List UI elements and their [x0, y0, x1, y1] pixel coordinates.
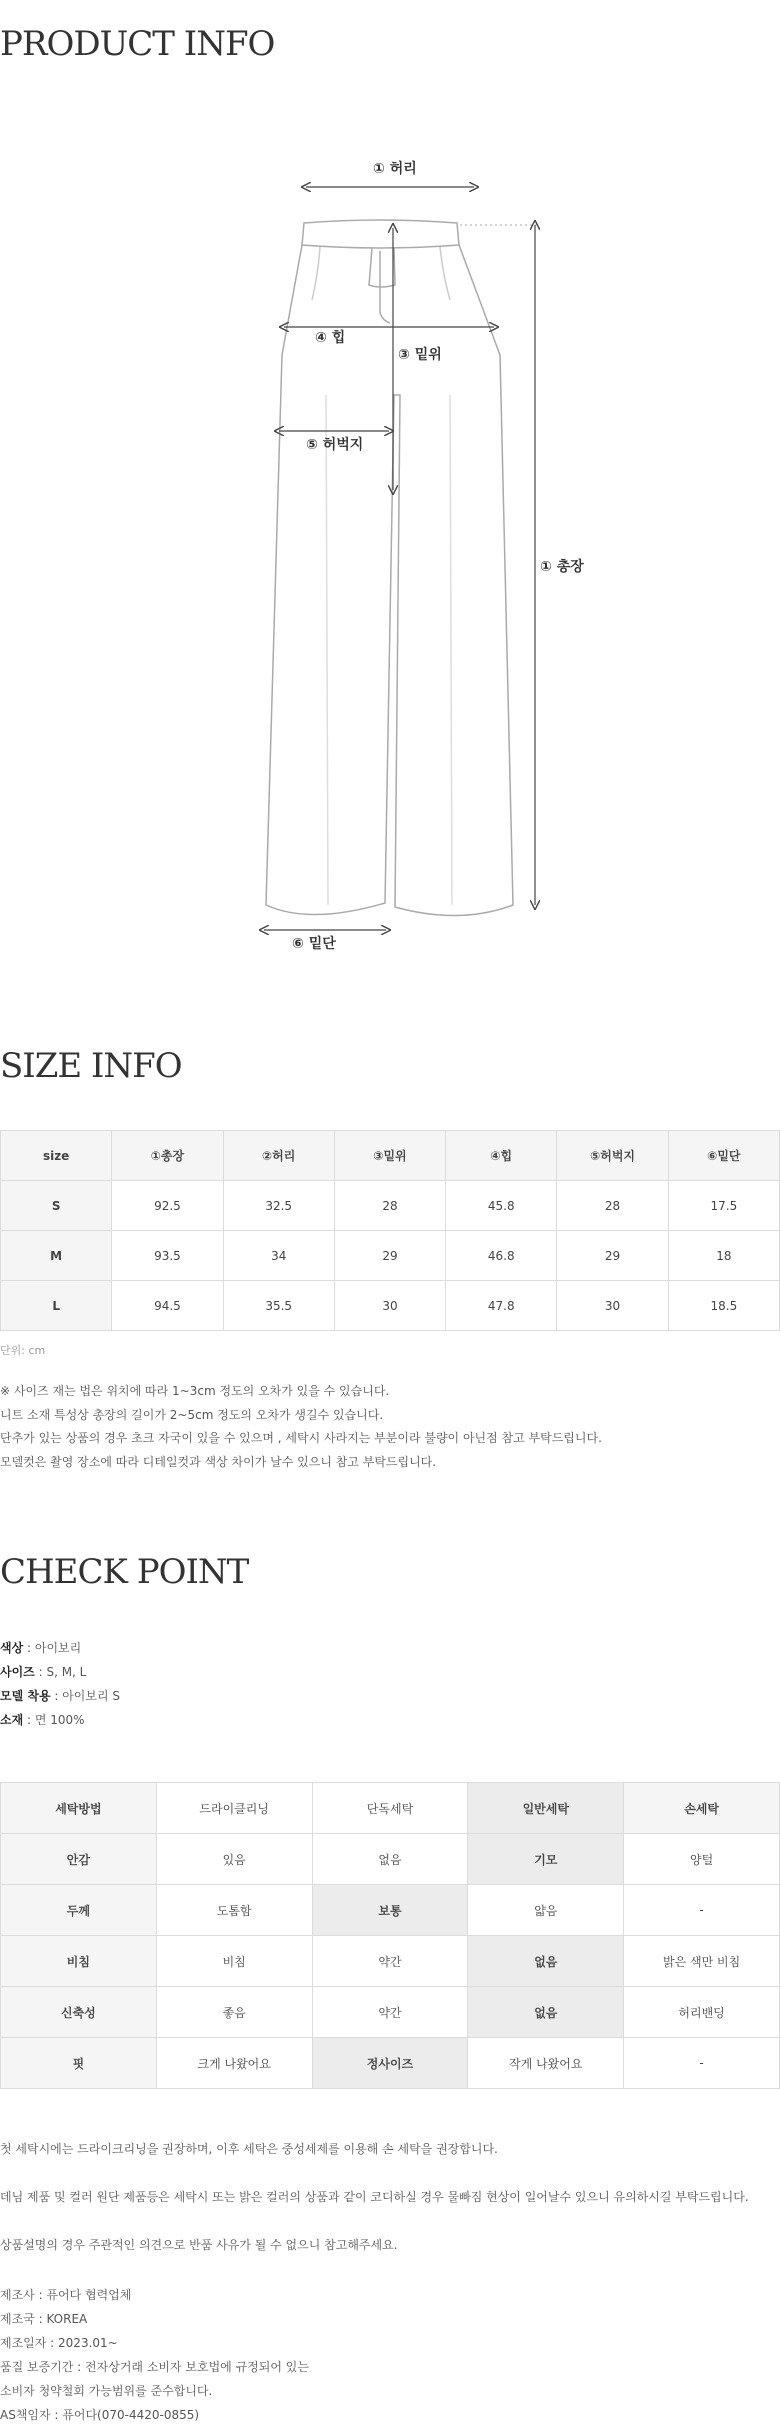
- check-cell: -: [624, 1885, 780, 1936]
- spec-label: 모델 착용: [0, 1689, 51, 1703]
- spec-value: : 아이보리 S: [50, 1689, 121, 1703]
- size-cell: 32.5: [223, 1181, 334, 1231]
- size-cell: 46.8: [446, 1231, 557, 1281]
- size-header-cell: size: [1, 1131, 112, 1181]
- check-cell: 약간: [312, 1987, 468, 2038]
- check-cell-selected: 기모: [468, 1834, 624, 1885]
- spec-size: [0, 1660, 120, 1684]
- size-cell: 94.5: [112, 1281, 223, 1331]
- spec-value: : 아이보리: [23, 1641, 82, 1655]
- size-header-cell: ④힙: [446, 1131, 557, 1181]
- check-cell: 도톰함: [156, 1885, 312, 1936]
- check-cell: 없음: [312, 1834, 468, 1885]
- size-notes: [0, 1380, 602, 1474]
- pants-measurement-diagram: [0, 135, 780, 965]
- size-cell: L: [1, 1281, 112, 1331]
- check-cell: 손세탁: [624, 1783, 780, 1834]
- spec-value: : 면 100%: [23, 1713, 85, 1727]
- size-note: ※ 사이즈 재는 법은 위치에 따라 1~3cm 정도의 오차가 있을 수 있습니다.: [0, 1384, 390, 1398]
- maker-line: AS책임자 : 퓨어다(070-4420-0855): [0, 2408, 200, 2422]
- spec-color: [0, 1636, 120, 1660]
- check-point-table: [0, 1782, 780, 2089]
- size-header-cell: ①총장: [112, 1131, 223, 1181]
- pants-outline: [266, 220, 513, 916]
- check-cell-selected: 없음: [468, 1987, 624, 2038]
- check-cell: 약간: [312, 1936, 468, 1987]
- size-header-cell: ②허리: [223, 1131, 334, 1181]
- size-table-header: [1, 1131, 780, 1181]
- spec-label: 색상: [0, 1641, 24, 1655]
- size-cell: 30: [334, 1281, 445, 1331]
- check-label-cell: 두께: [1, 1885, 157, 1936]
- check-cell-selected: 정사이즈: [312, 2038, 468, 2089]
- table-row: [1, 1783, 780, 1834]
- size-note: 단추가 있는 상품의 경우 초크 자국이 있을 수 있으며 , 세탁시 사라지는 부분이라 불량이 아닌점 참고 부탁드립니다.: [0, 1431, 602, 1445]
- check-label-cell: 안감: [1, 1834, 157, 1885]
- check-cell: 드라이클리닝: [156, 1783, 312, 1834]
- check-cell-selected: 없음: [468, 1936, 624, 1987]
- size-cell: 18: [668, 1231, 779, 1281]
- rise-label: ③ 밑위: [398, 347, 442, 363]
- check-cell: -: [624, 2038, 780, 2089]
- waist-label: ① 허리: [373, 161, 417, 177]
- size-note: 모델컷은 촬영 장소에 따라 디테일컷과 색상 차이가 날수 있으니 참고 부탁드립니다.: [0, 1454, 437, 1469]
- size-cell: M: [1, 1231, 112, 1281]
- manufacturer-info: [0, 2283, 309, 2427]
- size-cell: 35.5: [223, 1281, 334, 1331]
- table-row: [1, 1885, 780, 1936]
- table-row: [1, 1834, 780, 1885]
- size-cell: 29: [334, 1231, 445, 1281]
- spec-value: : S, M, L: [34, 1665, 87, 1679]
- length-label: ① 총장: [540, 559, 584, 575]
- size-cell: 92.5: [112, 1181, 223, 1231]
- care-note: 상품설명의 경우 주관적인 의견으로 반품 사유가 될 수 없으니 참고해주세요.: [0, 2238, 398, 2252]
- size-cell: 30: [557, 1281, 668, 1331]
- maker-line: 품질 보증기간 : 전자상거래 소비자 보호법에 규정되어 있는: [0, 2360, 309, 2374]
- hip-label: ④ 힙: [315, 330, 346, 346]
- table-row: [1, 1281, 780, 1331]
- check-cell-selected: 일반세탁: [468, 1783, 624, 1834]
- spec-model: [0, 1684, 120, 1708]
- size-table: [0, 1130, 780, 1331]
- spec-material: [0, 1708, 120, 1732]
- size-header-cell: ⑤허벅지: [557, 1131, 668, 1181]
- size-cell: 18.5: [668, 1281, 779, 1331]
- check-cell: 단독세탁: [312, 1783, 468, 1834]
- check-cell: 있음: [156, 1834, 312, 1885]
- maker-line: 제조사 : 퓨어다 협력업체: [0, 2288, 132, 2302]
- table-row: [1, 1181, 780, 1231]
- spec-label: 소재: [0, 1713, 24, 1727]
- thigh-label: ⑤ 허벅지: [306, 437, 364, 453]
- size-cell: 45.8: [446, 1181, 557, 1231]
- maker-line: 제조일자 : 2023.01~: [0, 2336, 118, 2350]
- unit-note: 단위: cm: [0, 1344, 46, 1357]
- check-label-cell: 핏: [1, 2038, 157, 2089]
- size-header-cell: ③밑위: [334, 1131, 445, 1181]
- check-cell: 비침: [156, 1936, 312, 1987]
- size-cell: 28: [334, 1181, 445, 1231]
- size-note: 니트 소재 특성상 총장의 길이가 2~5cm 정도의 오차가 생길수 있습니다.: [0, 1407, 384, 1422]
- check-cell: 허리밴딩: [624, 1987, 780, 2038]
- check-cell: 작게 나왔어요: [468, 2038, 624, 2089]
- table-row: [1, 1231, 780, 1281]
- table-row: [1, 1936, 780, 1987]
- spec-label: 사이즈: [0, 1665, 35, 1679]
- check-cell: 양털: [624, 1834, 780, 1885]
- check-cell: 좋음: [156, 1987, 312, 2038]
- check-cell: 크게 나왔어요: [156, 2038, 312, 2089]
- check-label-cell: 신축성: [1, 1987, 157, 2038]
- table-row: [1, 1987, 780, 2038]
- maker-line: 소비자 청약철회 가능범위를 준수합니다.: [0, 2384, 213, 2398]
- product-info-title: PRODUCT INFO: [0, 24, 275, 64]
- check-label-cell: 비침: [1, 1936, 157, 1987]
- size-header-cell: ⑥밑단: [668, 1131, 779, 1181]
- size-cell: 17.5: [668, 1181, 779, 1231]
- size-cell: 34: [223, 1231, 334, 1281]
- table-row: [1, 2038, 780, 2089]
- size-cell: 28: [557, 1181, 668, 1231]
- check-cell-selected: 보통: [312, 1885, 468, 1936]
- check-cell: 밝은 색만 비침: [624, 1936, 780, 1987]
- size-info-title: SIZE INFO: [0, 1046, 182, 1086]
- care-note: 데님 제품 및 컬러 원단 제품등은 세탁시 또는 밝은 컬러의 상품과 같이 코디하실 경우 물빠짐 현상이 일어날수 있으니 유의하시길 부탁드립니다.: [0, 2190, 749, 2204]
- care-note: 첫 세탁시에는 드라이크리닝을 권장하며, 이후 세탁은 중성세제를 이용해 손 세탁을 권장합니다.: [0, 2142, 498, 2156]
- size-cell: 93.5: [112, 1231, 223, 1281]
- check-cell: 얇음: [468, 1885, 624, 1936]
- size-cell: 29: [557, 1231, 668, 1281]
- size-cell: S: [1, 1181, 112, 1231]
- hem-label: ⑥ 밑단: [292, 936, 336, 952]
- maker-line: 제조국 : KOREA: [0, 2312, 88, 2326]
- product-specs: [0, 1636, 120, 1732]
- check-label-cell: 세탁방법: [1, 1783, 157, 1834]
- check-point-title: CHECK POINT: [0, 1552, 249, 1592]
- size-cell: 47.8: [446, 1281, 557, 1331]
